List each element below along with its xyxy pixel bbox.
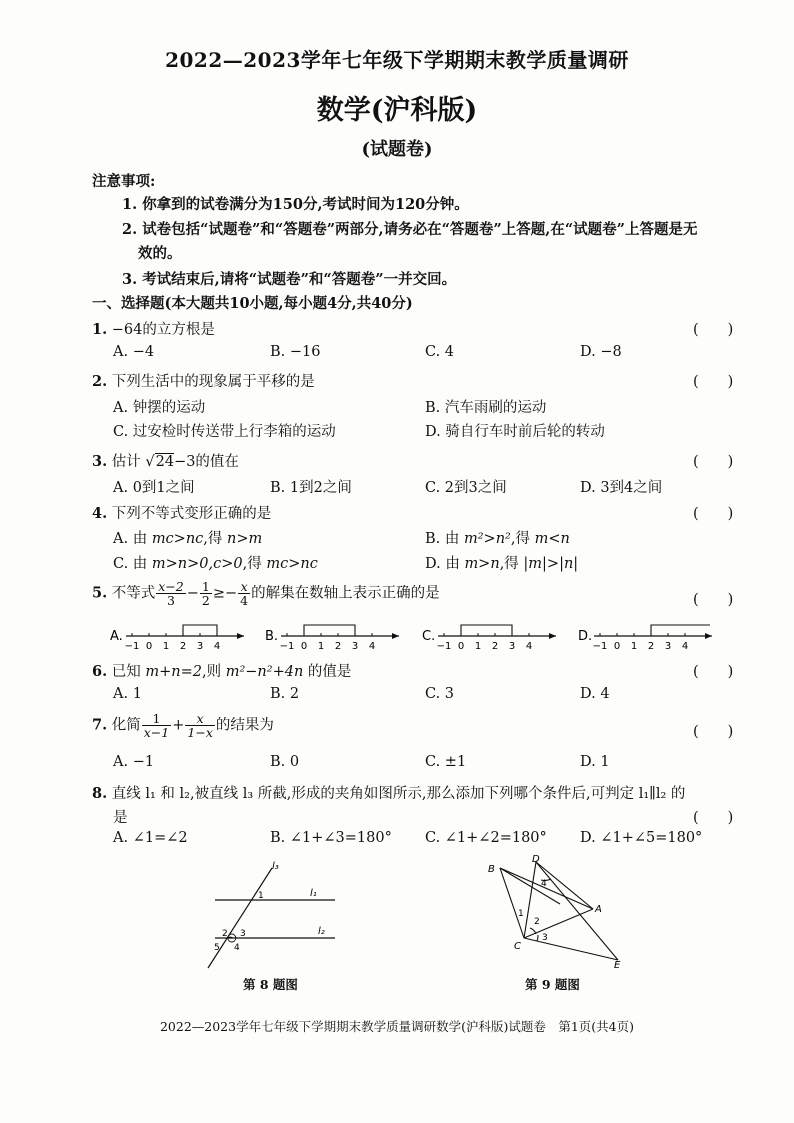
section-title: 一、选择题(本大题共10小题,每小题4分,共40分) (92, 295, 413, 312)
tick-label: 3 (508, 641, 516, 652)
notice-item-3: 3. 考试结束后,请将“试题卷”和“答题卷”一并交回。 (122, 271, 457, 288)
q1-option-b: B. −16 (270, 344, 321, 360)
q4-option-a: A. 由 mc>nc,得 n>m (113, 531, 263, 547)
arrow-icon (237, 633, 244, 639)
q6-option-b: B. 2 (270, 686, 300, 702)
tick-label: 1 (474, 641, 482, 652)
q8-option-a: A. ∠1=∠2 (113, 830, 188, 846)
q5-number-lines (110, 618, 730, 654)
tick-label: 1 (162, 641, 170, 652)
q3-option-b: B. 1到2之间 (270, 480, 352, 496)
tick-label: −1 (279, 641, 295, 652)
angle-3: 3 (542, 933, 548, 943)
tick-label: 4 (525, 641, 533, 652)
tick-label: 2 (647, 641, 655, 652)
point-B: B (488, 864, 495, 875)
angle-2: 2 (534, 917, 540, 927)
label-l3: l₃ (272, 861, 279, 872)
tick-label: 0 (145, 641, 153, 652)
point-D: D (532, 854, 540, 865)
tick-label: 3 (351, 641, 359, 652)
tick-label: 0 (613, 641, 621, 652)
q6-option-d: D. 4 (580, 686, 610, 702)
q4-stem: 4. 下列不等式变形正确的是 (92, 505, 272, 522)
q3-answer-paren: ( ) (693, 454, 734, 470)
exam-title: 2022—2023学年七年级下学期期末教学质量调研 (165, 48, 629, 72)
q6-stem: 6. 已知 m+n=2,则 m²−n²+4n 的值是 (92, 663, 352, 680)
q7-option-a: A. −1 (113, 754, 155, 770)
q4-option-b: B. 由 m²>n²,得 m<n (425, 531, 570, 547)
q2-stem: 2. 下列生活中的现象属于平移的是 (92, 373, 315, 390)
point-E: E (614, 960, 621, 970)
tick-label: 4 (681, 641, 689, 652)
paper-type: (试题卷) (361, 139, 433, 160)
q4-option-d: D. 由 m>n,得 |m|>|n| (425, 556, 579, 572)
q3-option-a: A. 0到1之间 (113, 480, 195, 496)
q5-answer-paren: ( ) (693, 592, 734, 608)
tick-label: 0 (300, 641, 308, 652)
angle-3: 3 (240, 929, 246, 939)
q8-option-c: C. ∠1+∠2=180° (425, 830, 547, 846)
tick-label: 3 (664, 641, 672, 652)
tick-label: 2 (491, 641, 499, 652)
arrow-icon (392, 633, 399, 639)
q2-answer-paren: ( ) (693, 374, 734, 390)
tick-label: 1 (630, 641, 638, 652)
q3-option-c: C. 2到3之间 (425, 480, 507, 496)
q5-stem: 5. 不等式 $\frac{x-2}{3}$ − $\frac{1}{2}$ ≥− $\frac{x}{4}$ 的解集在数轴上表示正确的是 (92, 579, 440, 608)
q6-option-c: C. 3 (425, 686, 455, 702)
q7-option-d: D. 1 (580, 754, 610, 770)
q1-option-a: A. −4 (113, 344, 155, 360)
q8-stem-cont: 是 (113, 810, 128, 826)
subject-title: 数学(沪科版) (316, 95, 478, 126)
figure-9-caption: 第 9 题图 (525, 977, 580, 992)
q1-answer-paren: ( ) (693, 322, 734, 338)
q1-option-c: C. 4 (425, 344, 455, 360)
notice-item-2: 2. 试卷包括“试题卷”和“答题卷”两部分,请务必在“答题卷”上答题,在“试题卷”上答题是无 (122, 221, 698, 238)
angle-4: 4 (234, 943, 240, 953)
arrow-icon (705, 633, 712, 639)
solution-bracket (651, 625, 710, 636)
q2-option-c: C. 过安检时传送带上行李箱的运动 (113, 424, 336, 440)
q1-option-d: D. −8 (580, 344, 622, 360)
q2-option-b: B. 汽车雨刷的运动 (425, 400, 547, 416)
solution-bracket (461, 625, 512, 636)
q8-option-d: D. ∠1+∠5=180° (580, 830, 703, 846)
figure-9 (480, 852, 630, 970)
q8-option-b: B. ∠1+∠3=180° (270, 830, 392, 846)
notice-heading: 注意事项: (92, 173, 156, 190)
tick-label: 3 (196, 641, 204, 652)
q6-option-a: A. 1 (113, 686, 142, 702)
tick-label: −1 (124, 641, 140, 652)
point-C: C (514, 941, 521, 952)
q3-stem: 3. 估计 √24−3的值在 (92, 453, 239, 470)
tick-label: 1 (317, 641, 325, 652)
angle-2: 2 (222, 929, 228, 939)
label-l2: l₂ (318, 926, 325, 937)
tick-label: 4 (368, 641, 376, 652)
page-footer: 2022—2023学年七年级下学期期末教学质量调研数学(沪科版)试题卷 第1页(共4页) (159, 1019, 635, 1034)
q5-option-label: D. (578, 629, 593, 644)
figure-8-caption: 第 8 题图 (243, 977, 298, 992)
q7-option-c: C. ±1 (425, 754, 467, 770)
q5-option-label: B. (265, 629, 279, 644)
q2-option-a: A. 钟摆的运动 (113, 400, 206, 416)
line-l3 (208, 868, 272, 968)
q5-option-label: A. (110, 629, 123, 644)
q4-answer-paren: ( ) (693, 506, 734, 522)
tick-label: 0 (457, 641, 465, 652)
tick-label: −1 (592, 641, 608, 652)
q7-option-b: B. 0 (270, 754, 300, 770)
notice-item-2-cont: 效的。 (138, 245, 182, 262)
angle-4: 4 (541, 879, 547, 889)
q8-stem: 8. 直线 l₁ 和 l₂,被直线 l₃ 所截,形成的夹角如图所示,那么添加下列哪个条件后,可判定 l₁∥l₂ 的 (92, 785, 686, 802)
arrow-icon (549, 633, 556, 639)
tick-label: 4 (213, 641, 221, 652)
solution-bracket (304, 625, 355, 636)
q4-option-c: C. 由 m>n>0,c>0,得 mc>nc (113, 556, 318, 572)
q5-option-label: C. (422, 629, 436, 644)
q7-stem: 7. 化简 $\frac{1}{x-1}$ + $\frac{x}{1-x}$ 的结果为 (92, 711, 274, 740)
q8-answer-paren: ( ) (693, 810, 734, 826)
tick-label: −1 (436, 641, 452, 652)
q3-option-d: D. 3到4之间 (580, 480, 663, 496)
label-l1: l₁ (310, 888, 317, 899)
angle-1: 1 (518, 909, 524, 919)
angle-1: 1 (258, 891, 264, 901)
tick-label: 2 (179, 641, 187, 652)
q1-stem: 1. −64的立方根是 (92, 321, 215, 338)
angle-5: 5 (214, 943, 220, 953)
figure-8 (200, 858, 350, 973)
tick-label: 2 (334, 641, 342, 652)
q7-answer-paren: ( ) (693, 724, 734, 740)
point-A: A (595, 904, 602, 915)
q6-answer-paren: ( ) (693, 664, 734, 680)
q2-option-d: D. 骑自行车时前后轮的转动 (425, 424, 605, 440)
notice-item-1: 1. 你拿到的试卷满分为150分,考试时间为120分钟。 (122, 196, 469, 213)
